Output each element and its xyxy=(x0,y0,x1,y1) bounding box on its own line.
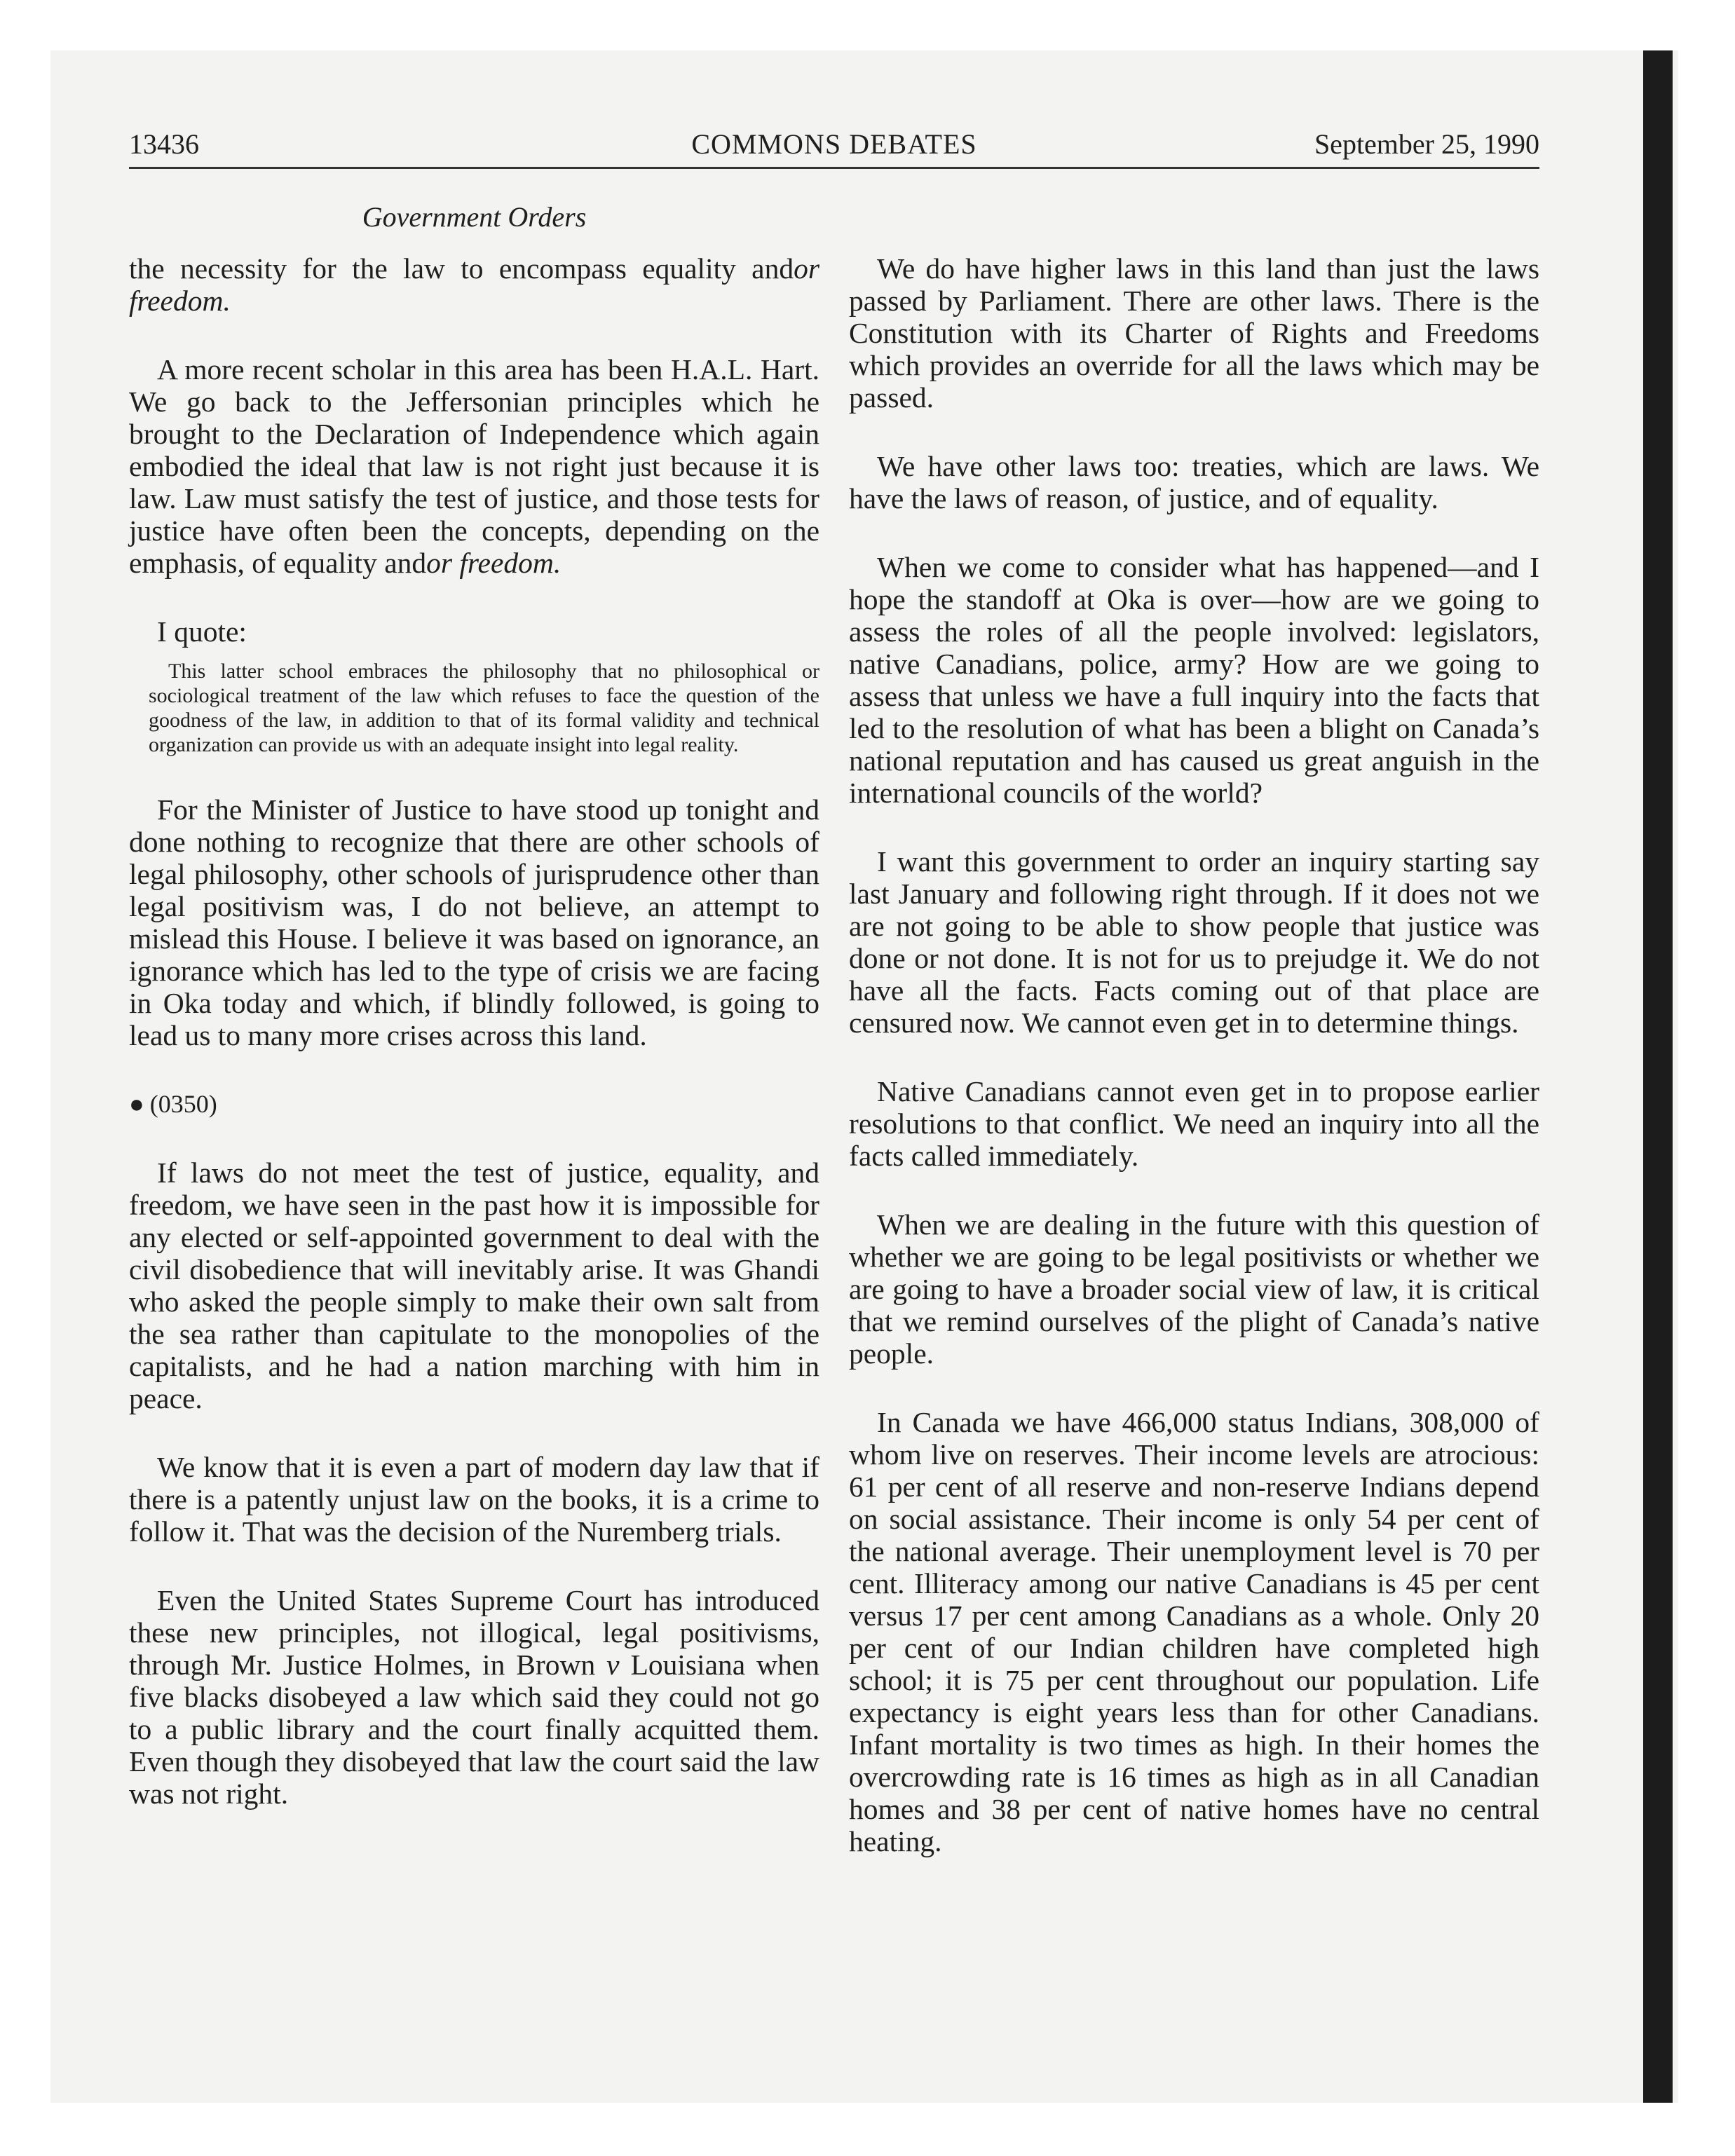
section-heading: Government Orders xyxy=(362,201,587,233)
paragraph-text: Even the United States Supreme Court has introduced these new principles, not illogical, legal positivisms, through Mr. Justice Holmes, in Brown xyxy=(129,1584,819,1681)
left-column xyxy=(129,252,819,1846)
paragraph: In Canada we have 466,000 status Indians, 308,000 of whom live on reserves. Their income levels are atrocious: 61 per cent of all reserve and non-reserve Indians depend on social assistance. Their income is only 54 per cent of the national average. Their unemployment level is 70 per cent. Illiteracy among our native Canadians is 45 per cent versus 17 per cent among Canadians as a whole. Only 20 per cent of our Indian children have completed high school; it is 75 per cent throughout our population. Life expectancy is eight years less than for other Canadians. Infant mortality is two times as high. In their homes the overcrowding rate is 16 times as high as in all Canadian homes and 38 per cent of native homes have no central heating. xyxy=(849,1406,1539,1857)
emphasis-text: v xyxy=(606,1649,620,1681)
paragraph: We know that it is even a part of modern day law that if there is a patently unjust law on the books, it is a crime to follow it. That was the decision of the Nuremberg trials. xyxy=(129,1451,819,1548)
paragraph: When we are dealing in the future with this question of whether we are going to be legal positivists or whether we are going to have a broader social view of law, it is critical that we remind ourselves of the plight of Canada’s native people. xyxy=(849,1208,1539,1370)
emphasis-text: or freedom. xyxy=(129,252,819,317)
paragraph: For the Minister of Justice to have stood up tonight and done nothing to recognize that there are other schools of legal philosophy, other schools of jurisprudence other than legal positivism was, I do not believe, an attempt to mislead this House. I believe it was based on ignorance, an ignorance which has led to the type of crisis we are facing in Oka today and which, if blindly followed, is going to lead us to many more crises across this land. xyxy=(129,793,819,1051)
right-column xyxy=(849,252,1539,1894)
publication-date: September 25, 1990 xyxy=(1314,128,1539,160)
time-marker xyxy=(129,1088,819,1120)
emphasis-text: or freedom. xyxy=(426,547,562,579)
paragraph: Native Canadians cannot even get in to propose earlier resolutions to that conflict. We need an inquiry into all the facts called immediately. xyxy=(849,1075,1539,1172)
paragraph-text: A more recent scholar in this area has been H.A.L. Hart. We go back to the Jeffersonian principles which he brought to the Declaration of Independence which again embodied the ideal that law is not right just because it is law. Law must satisfy the test of justice, and those tests for justice have often been the concepts, depending on the emphasis, of equality and xyxy=(129,353,819,579)
block-quote: This latter school embraces the philosophy that no philosophical or sociological treatment of the law which refuses to face the question of the goodness of the law, in addition to that of its formal validity and technical organization can provide us with an adequate insight into legal reality. xyxy=(149,660,819,756)
paragraph-text: the necessity for the law to encompass equality and xyxy=(129,252,794,285)
paragraph xyxy=(129,353,819,579)
paragraph: If laws do not meet the test of justice, equality, and freedom, we have seen in the past how it is impossible for any elected or self-appointed government to deal with the civil disobedience that will inevitably arise. It was Ghandi who asked the people simply to make their own salt from the sea rather than capitulate to the monopolies of the capitalists, and he had a nation marching with him in peace. xyxy=(129,1157,819,1414)
paragraph-text: Louisiana when five blacks disobeyed a law which said they could not go to a public library and the court finally acquitted them. Even though they disobeyed that law the court said the law was not right. xyxy=(129,1649,819,1810)
paragraph: We have other laws too: treaties, which are laws. We have the laws of reason, of justice, and of equality. xyxy=(849,450,1539,514)
page-number: 13436 xyxy=(129,128,199,160)
quote-intro: I quote: xyxy=(157,615,247,648)
publication-title: COMMONS DEBATES xyxy=(691,128,977,160)
running-header xyxy=(129,125,1539,169)
paragraph: When we come to consider what has happened—and I hope the standoff at Oka is over—how are we going to assess the roles of all the people involved: legislators, native Canadians, police, army? How are we going to assess that unless we have a full inquiry into the facts that led to the resolution of what has been a blight on Canada’s national reputation and has caused us great anguish in the international councils of the world? xyxy=(849,551,1539,809)
bullet-icon: ● xyxy=(129,1090,144,1118)
scan-edge-shadow xyxy=(1643,50,1673,2103)
time-marker-text: (0350) xyxy=(149,1090,217,1118)
paragraph xyxy=(129,1584,819,1810)
paragraph: We do have higher laws in this land than just the laws passed by Parliament. There are other laws. There is the Constitution with its Charter of Rights and Freedoms which provides an override for all the laws which may be passed. xyxy=(849,252,1539,414)
paragraph xyxy=(129,252,819,317)
paragraph: I want this government to order an inquiry starting say last January and following right through. If it does not we are not going to be able to show people that justice was done or not done. It is not for us to prejudge it. We do not have all the facts. Facts coming out of that place are censured now. We cannot even get in to determine things. xyxy=(849,845,1539,1039)
